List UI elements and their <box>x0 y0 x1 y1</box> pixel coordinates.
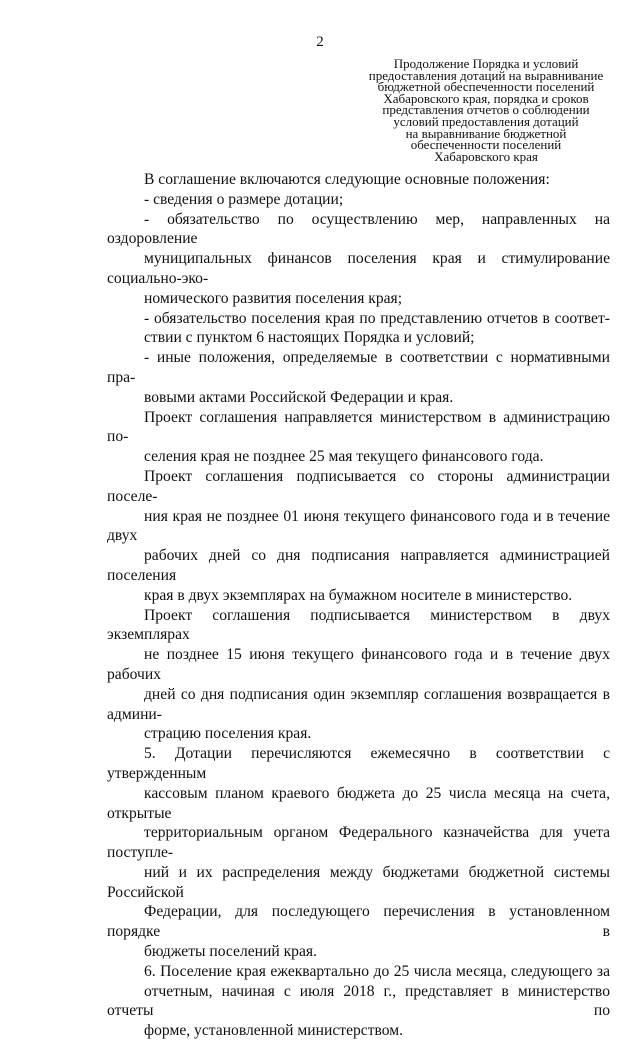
header-note-line: Продолжение Порядка и условий <box>393 56 579 71</box>
header-note-line: представления отчетов о соблюдении <box>382 102 590 118</box>
text-line: рабочих дней со дня подписания направляется администрацией поселения <box>107 547 610 584</box>
text-line: территориальным органом Федерального казначейства для учета поступле- <box>107 824 610 862</box>
text-line: - иные положения, определяемые в соответствии с нормативными пра- <box>107 349 610 386</box>
text-line: 5. Дотации перечисляются ежемесячно в соответствии с утвержденным <box>107 745 610 782</box>
text-line: ний и их распределения между бюджетами бюджетной системы Российской <box>107 863 610 901</box>
paragraph-intro <box>107 170 610 190</box>
text-line: ствии с пунктом 6 настоящих Порядка и условий; <box>144 329 475 347</box>
text-line: вовыми актами Российской Федерации и края. <box>144 388 454 406</box>
text-line: Проект соглашения подписывается министерством в двух экземплярах <box>107 606 610 644</box>
paragraph-draft-sent <box>107 408 610 467</box>
paragraph-draft-signed-ministry <box>107 606 610 745</box>
text-line: селения края не позднее 25 мая текущего финансового года. <box>144 448 544 466</box>
text-line: форме, установленной министерством. <box>144 1022 404 1040</box>
document-header-note <box>360 58 612 162</box>
text-line: отчетным, начиная с июля 2018 г., представляет в министерство отчеты по <box>107 982 610 1020</box>
paragraph-item-subsidy-size <box>107 190 610 210</box>
header-note-line: Хабаровского края <box>434 148 538 164</box>
text-line: Федерации, для последующего перечисления в установленном порядке в <box>107 903 610 941</box>
text-line: - обязательство по осуществлению мер, направленных на оздоровление <box>107 210 610 248</box>
text-line: Проект соглашения направляется министерством в администрацию по- <box>107 408 610 446</box>
paragraph-item-obligation-measures <box>107 210 610 309</box>
header-note-line: на выравнивание бюджетной <box>405 125 567 141</box>
text-line: ния края не позднее 01 июня текущего финансового года и в течение двух <box>107 507 610 545</box>
text-line: В соглашение включаются следующие основные положения: <box>144 171 550 188</box>
text-line: бюджеты поселений края. <box>144 943 317 961</box>
text-line: Проект соглашения подписывается со стороны администрации поселе- <box>107 467 610 505</box>
paragraph-item-other-provisions <box>107 348 610 407</box>
header-note-line: бюджетной обеспеченности поселений <box>377 79 595 95</box>
header-note-line: предоставления дотаций на выравнивание <box>368 67 604 83</box>
text-line: - сведения о размере дотации; <box>144 190 344 208</box>
text-line: - обязательство поселения края по представлению отчетов в соответ- <box>144 309 610 327</box>
paragraph-draft-signed-administration <box>107 467 610 606</box>
header-note-line: обеспеченности поселений <box>410 137 562 153</box>
page-number: 2 <box>316 34 324 50</box>
header-note-line: Хабаровского края, порядка и сроков <box>383 90 589 106</box>
text-line: 6. Поселение края ежеквартально до 25 числа месяца, следующего за <box>144 962 610 980</box>
paragraph-item-obligation-reports <box>107 309 610 349</box>
paragraph-section-5 <box>107 744 610 962</box>
text-line: муниципальных финансов поселения края и стимулирование социально-эко- <box>107 250 610 287</box>
text-line: страцию поселения края. <box>144 725 312 743</box>
header-note-line: условий предоставления дотаций <box>393 113 579 129</box>
text-line: не позднее 15 июня текущего финансового года и в течение двух рабочих <box>107 646 610 683</box>
text-line: края в двух экземплярах на бумажном носителе в министерство. <box>144 586 573 604</box>
text-line: дней со дня подписания один экземпляр соглашения возвращается в админи- <box>107 685 610 723</box>
paragraph-section-6 <box>107 962 610 1041</box>
document-body <box>107 170 610 1041</box>
text-line: кассовым планом краевого бюджета до 25 числа месяца на счета, открытые <box>107 784 610 822</box>
text-line: номического развития поселения края; <box>144 289 403 307</box>
